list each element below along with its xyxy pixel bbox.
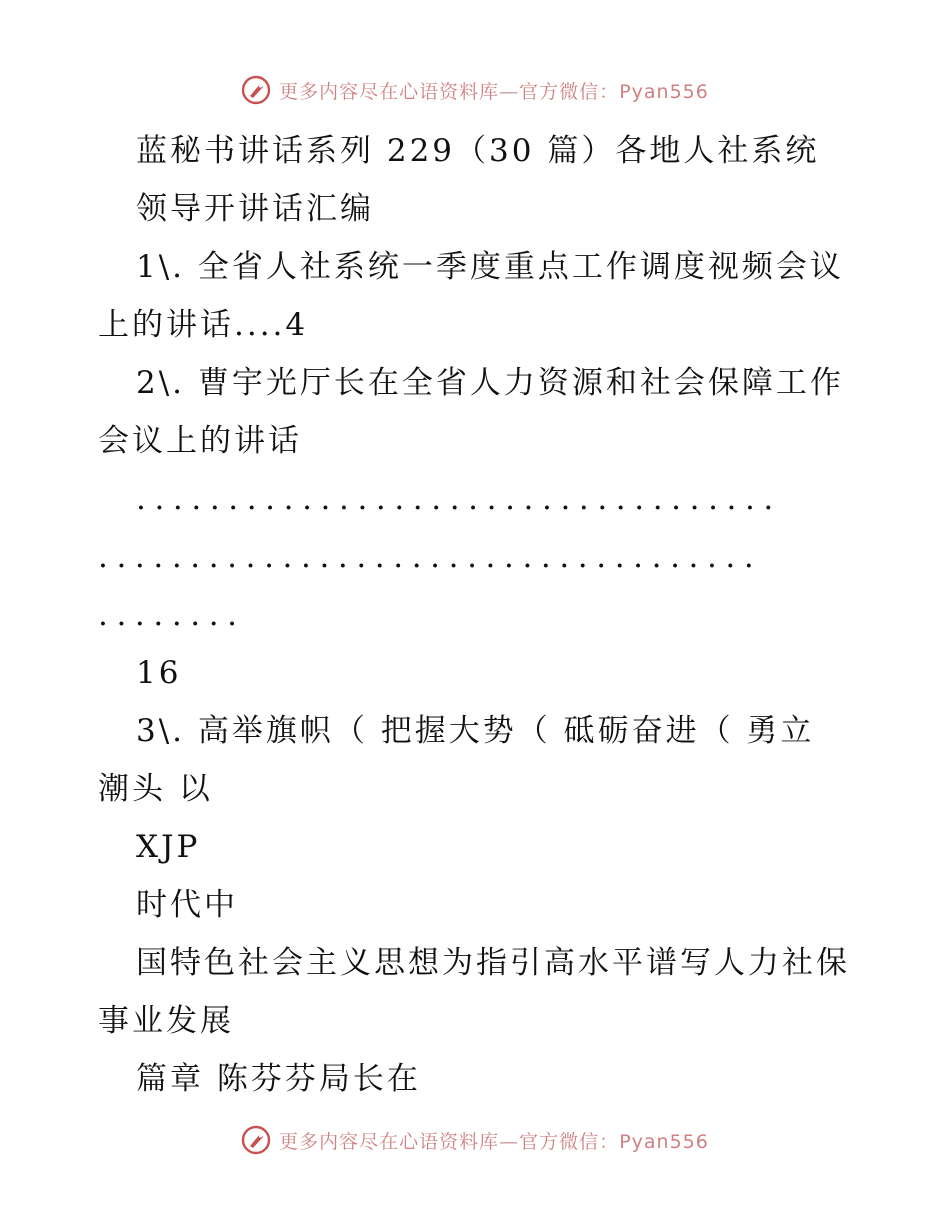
toc-item-3-line-5: 国特色社会主义思想为指引高水平谱写人力社保 <box>136 945 850 981</box>
toc-item-3-line-1: 3\. 高举旗帜（ 把握大势（ 砥砺奋进（ 勇立 <box>136 713 815 749</box>
watermark-main: 更多内容尽在心语资料库 <box>279 1130 500 1153</box>
watermark-text <box>279 1127 709 1154</box>
watermark-wechat-id: Pyan556 <box>619 80 709 103</box>
title-line-2: 领导开讲话汇编 <box>136 191 374 227</box>
toc-item-2-page-number: 16 <box>136 655 182 691</box>
watermark-main: 更多内容尽在心语资料库 <box>279 80 500 103</box>
toc-item-3-line-2: 潮头 以 <box>98 771 213 807</box>
watermark-wechat-label: 官方微信： <box>519 80 620 103</box>
watermark-separator: — <box>499 1130 520 1153</box>
toc-item-3-line-3: XJP <box>136 829 201 865</box>
toc-item-3-line-4: 时代中 <box>136 887 238 923</box>
pen-nib-logo-icon <box>241 1125 271 1155</box>
document-body <box>98 122 858 1108</box>
watermark-text <box>279 77 709 104</box>
toc-leader-dots-2: .................................... <box>98 539 763 575</box>
toc-leader-dots-3: ........ <box>98 597 246 633</box>
toc-item-1-line-1: 1\. 全省人社系统一季度重点工作调度视频会议 <box>136 249 844 285</box>
watermark-banner-bottom <box>0 1120 950 1160</box>
watermark-separator: — <box>499 80 520 103</box>
watermark-banner-top <box>0 70 950 110</box>
title-line-1: 蓝秘书讲话系列 229（30 篇）各地人社系统 <box>136 133 820 169</box>
toc-leader-dots-1: ................................... <box>136 481 782 517</box>
toc-item-2-line-2: 会议上的讲话 <box>98 423 302 459</box>
pen-nib-logo-icon <box>241 75 271 105</box>
toc-item-3-line-6: 事业发展 <box>98 1003 234 1039</box>
watermark-wechat-label: 官方微信： <box>519 1130 620 1153</box>
watermark-wechat-id: Pyan556 <box>619 1130 709 1153</box>
toc-item-2-line-1: 2\. 曹宇光厅长在全省人力资源和社会保障工作 <box>136 365 844 401</box>
toc-item-1-line-2: 上的讲话....4 <box>98 307 309 343</box>
toc-item-3-line-7: 篇章 陈芬芬局长在 <box>136 1061 421 1097</box>
